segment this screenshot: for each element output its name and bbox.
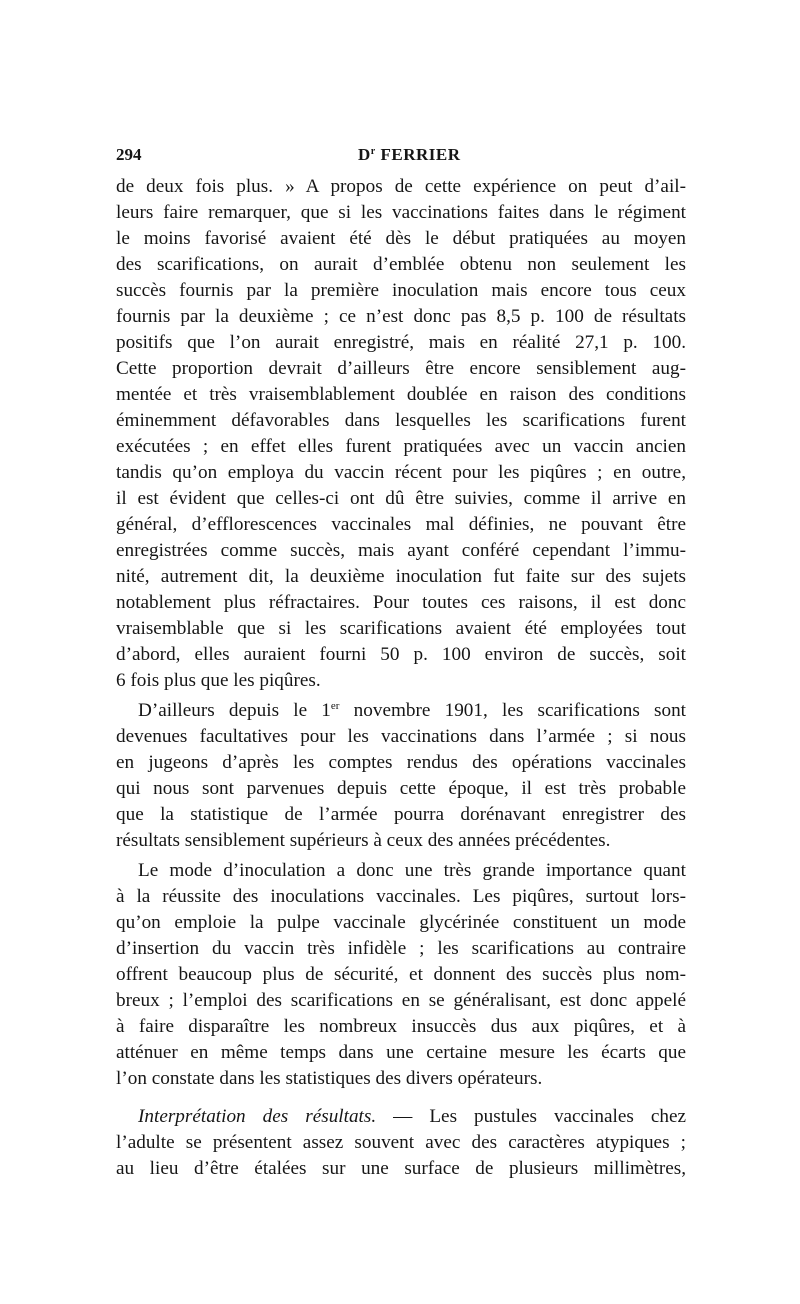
text-line: au lieu d’être étalées sur une surface de plusieurs millimètres,	[116, 1158, 686, 1179]
text-line: des scarifications, on aurait d’emblée obtenu non seulement les	[116, 254, 686, 275]
text-line: 6 fois plus que les piqûres.	[116, 670, 321, 691]
text-line: qu’on emploie la pulpe vaccinale glycérinée constituent un mode	[116, 912, 686, 933]
text-line: nité, autrement dit, la deuxième inoculation fut faite sur des sujets	[116, 566, 686, 587]
body-text	[116, 174, 686, 1182]
author-name: FERRIER	[380, 145, 461, 164]
section-heading: Interprétation des résultats.	[138, 1106, 377, 1127]
text-line: offrent beaucoup plus de sécurité, et donnent des succès plus nom-	[116, 964, 686, 985]
text-line: devenues facultatives pour les vaccinations dans l’armée ; si nous	[116, 726, 686, 747]
text-line: à la réussite des inoculations vaccinales. Les piqûres, surtout lors-	[116, 886, 686, 907]
text-fragment: novembre 1901, les scarifications sont	[339, 700, 687, 721]
author-prefix-sup: r	[370, 146, 376, 157]
text-line: d’abord, elles auraient fourni 50 p. 100 environ de succès, soit	[116, 644, 686, 665]
paragraph-4	[116, 1104, 686, 1182]
text-line: mentée et très vraisemblablement doublée en raison des conditions	[116, 384, 686, 405]
text-line	[116, 698, 686, 724]
text-line: succès fournis par la première inoculation mais encore tous ceux	[116, 280, 686, 301]
text-line: qui nous sont parvenues depuis cette époque, il est très probable	[116, 778, 686, 799]
text-line: positifs que l’on aurait enregistré, mais en réalité 27,1 p. 100.	[116, 332, 686, 353]
page-header	[116, 145, 680, 169]
text-line: enregistrées comme succès, mais ayant conféré cependant l’immu-	[116, 540, 686, 561]
text-line: général, d’efflorescences vaccinales mal définies, ne pouvant être	[116, 514, 686, 535]
text-line: le moins favorisé avaient été dès le début pratiquées au moyen	[116, 228, 686, 249]
running-head	[358, 145, 461, 165]
text-line: notablement plus réfractaires. Pour toutes ces raisons, il est donc	[116, 592, 686, 613]
text-line: d’insertion du vaccin très infidèle ; les scarifications au contraire	[116, 938, 686, 959]
text-line: à faire disparaître les nombreux insuccès dus aux piqûres, et à	[116, 1016, 686, 1037]
paragraph-3	[116, 858, 686, 1092]
text-line: fournis par la deuxième ; ce n’est donc pas 8,5 p. 100 de résultats	[116, 306, 686, 327]
text-line: tandis qu’on employa du vaccin récent pour les piqûres ; en outre,	[116, 462, 686, 483]
text-line: l’adulte se présentent assez souvent avec des caractères atypiques ;	[116, 1132, 686, 1153]
text-line: éminemment défavorables dans lesquelles les scarifications furent	[116, 410, 686, 431]
text-line: que la statistique de l’armée pourra dorénavant enregistrer des	[116, 804, 686, 825]
text-line: en jugeons d’après les comptes rendus des opérations vaccinales	[116, 752, 686, 773]
ordinal-superscript: er	[330, 700, 340, 712]
text-line: leurs faire remarquer, que si les vaccinations faites dans le régiment	[116, 202, 686, 223]
text-line: de deux fois plus. » A propos de cette expérience on peut d’ail-	[116, 176, 686, 197]
text-line: vraisemblable que si les scarifications avaient été employées tout	[116, 618, 686, 639]
text-line: l’on constate dans les statistiques des divers opérateurs.	[116, 1068, 543, 1089]
text-line: exécutées ; en effet elles furent pratiquées avec un vaccin ancien	[116, 436, 686, 457]
text-fragment: — Les pustules vaccinales chez	[376, 1106, 686, 1127]
text-fragment: D’ailleurs depuis le 1	[138, 700, 331, 721]
paragraph-1	[116, 174, 686, 694]
text-line: atténuer en même temps dans une certaine mesure les écarts que	[116, 1042, 686, 1063]
text-line	[116, 1104, 686, 1130]
author-prefix: D	[358, 145, 371, 164]
text-line: résultats sensiblement supérieurs à ceux des années précédentes.	[116, 830, 611, 851]
text-line: Cette proportion devrait d’ailleurs être encore sensiblement aug-	[116, 358, 686, 379]
text-line: Le mode d’inoculation a donc une très grande importance quant	[138, 860, 686, 881]
text-line: breux ; l’emploi des scarifications en se généralisant, est donc appelé	[116, 990, 686, 1011]
page-number: 294	[116, 145, 142, 164]
text-line: il est évident que celles-ci ont dû être suivies, comme il arrive en	[116, 488, 686, 509]
paragraph-2	[116, 698, 686, 854]
